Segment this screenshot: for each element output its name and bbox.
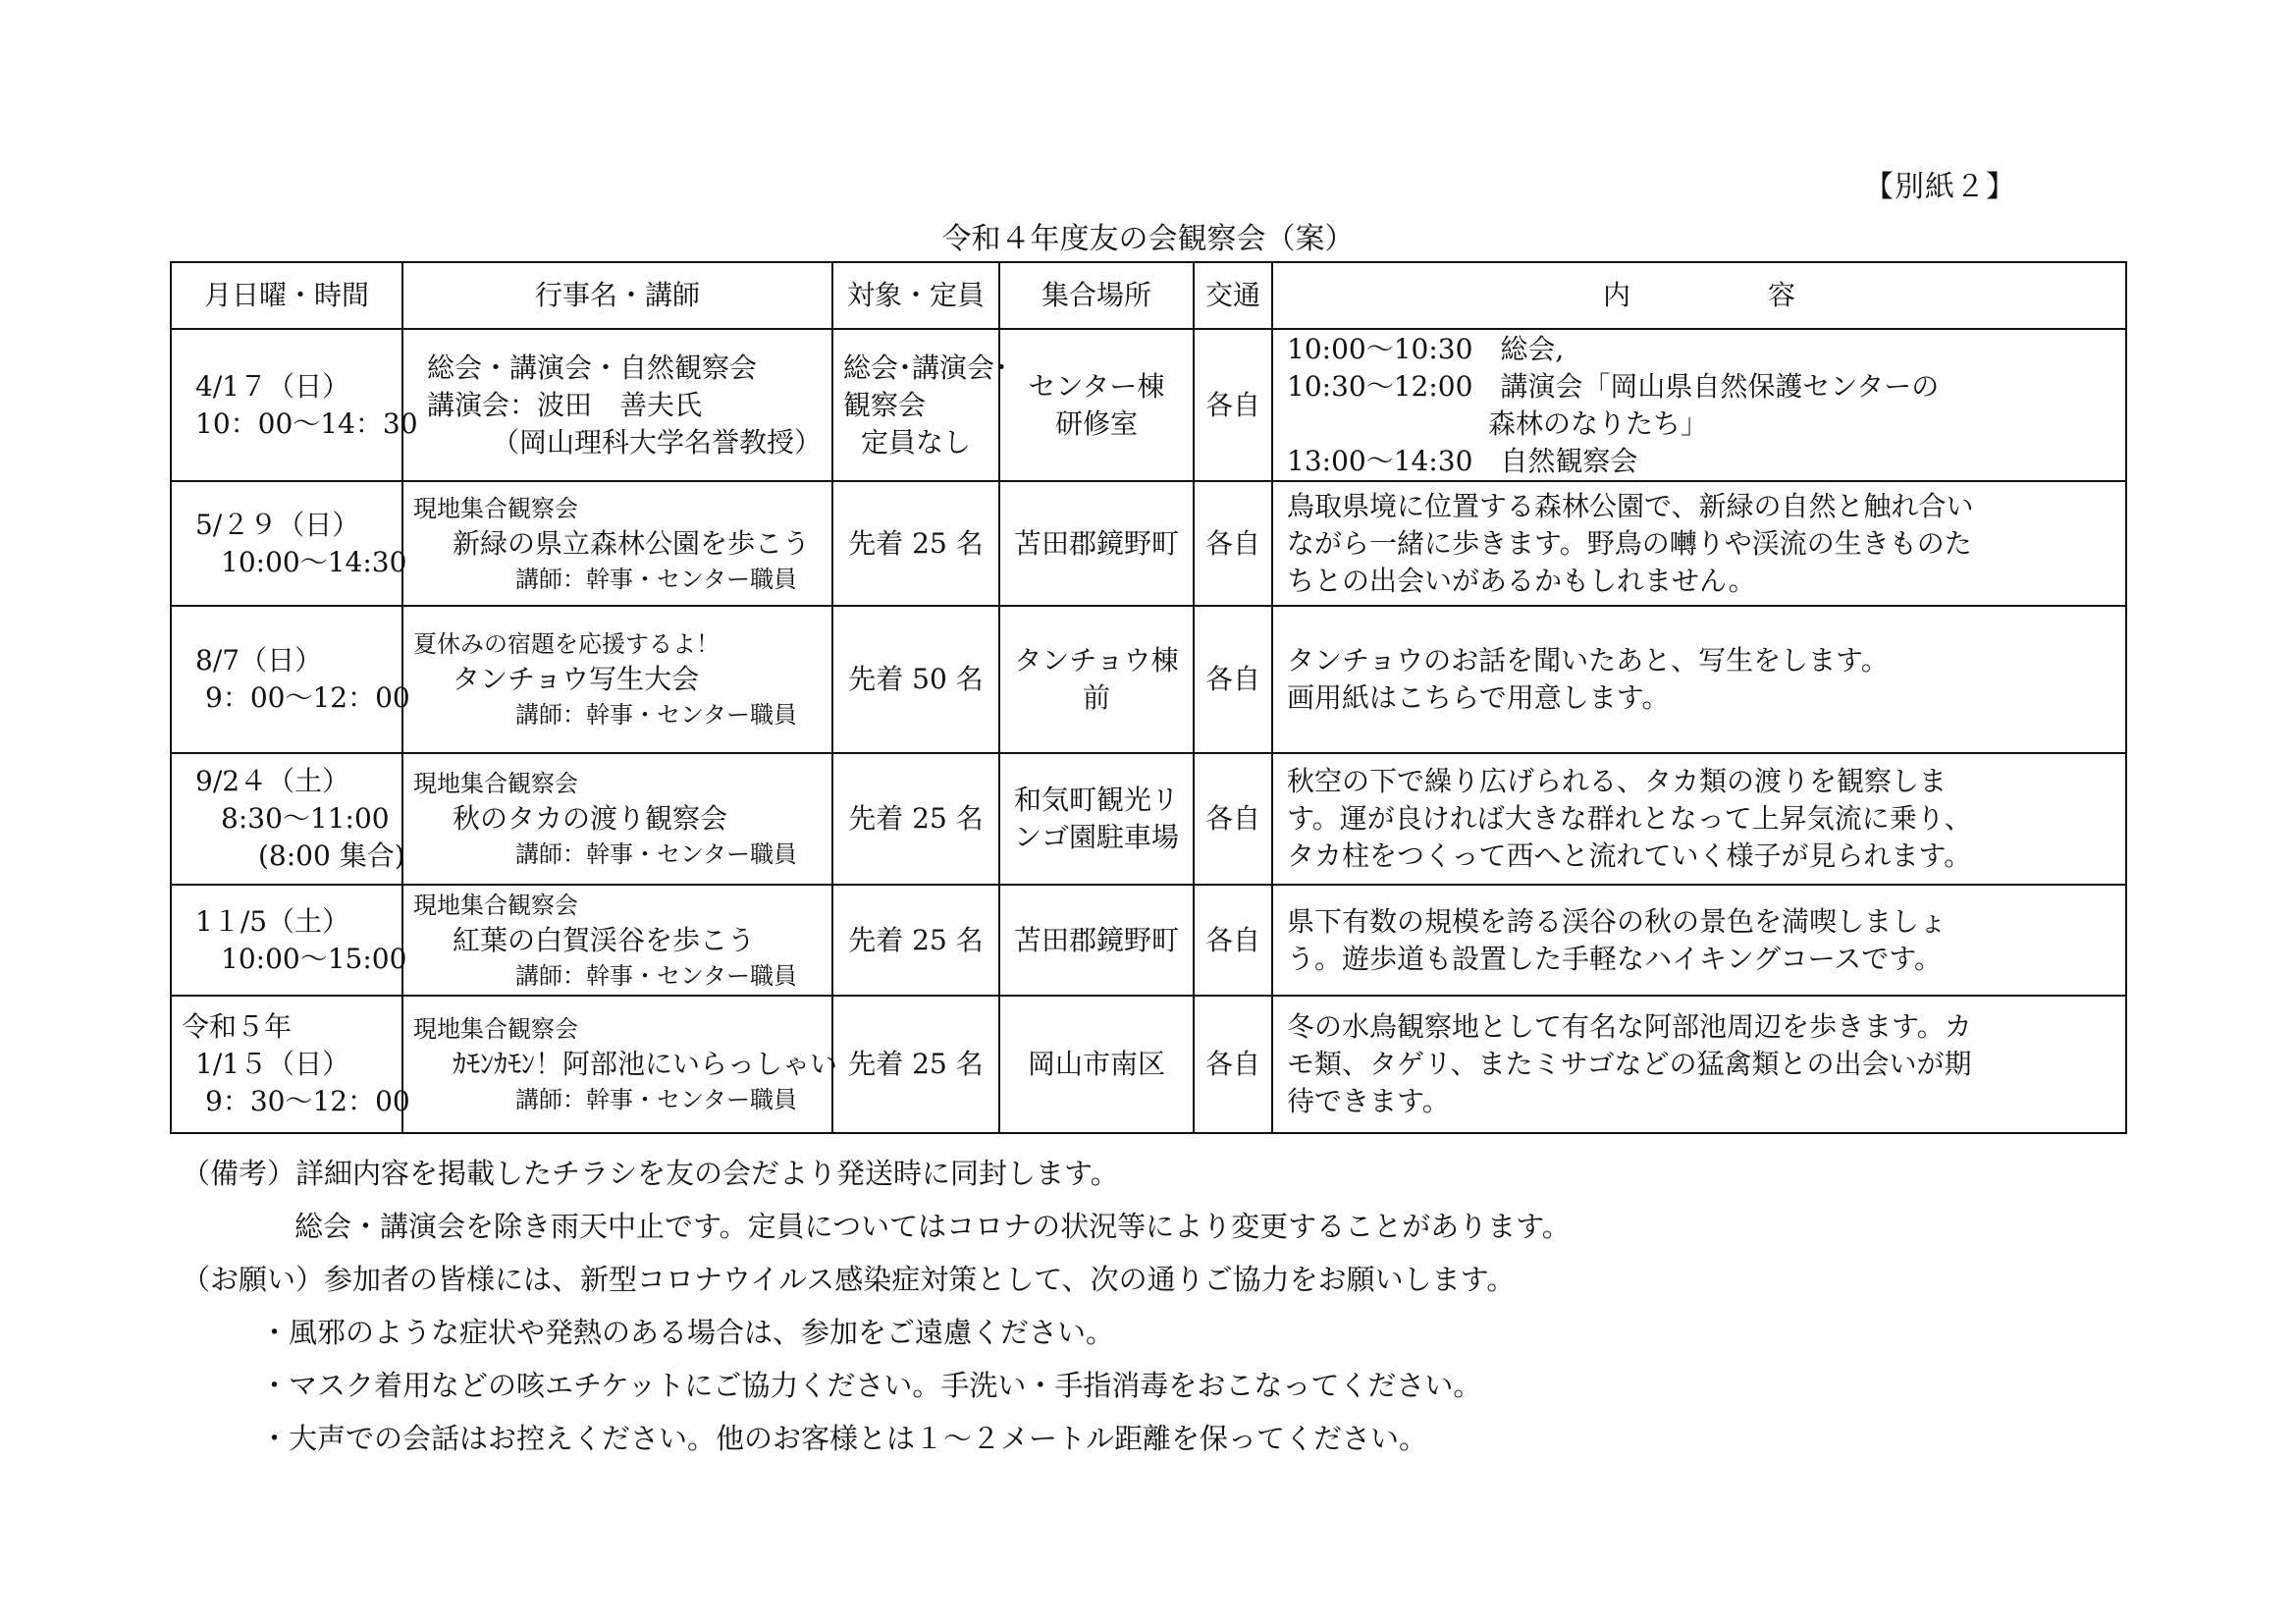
date-text: 1/1５（日） [195,1048,350,1080]
content-text: 冬の水鳥観察地として有名な阿部池周辺を歩きます。カ [1287,1010,1972,1043]
place-text: タンチョウ棟 [1014,644,1179,677]
event-text: （岡山理科大学名誉教授） [492,425,823,459]
transport-cell: 各自 [1194,329,1272,481]
target-cell: 先着 25 名 [832,996,999,1133]
event-type: 夏休みの宿題を応援するよ！ [413,630,720,658]
event-title: タンチョウ写生大会 [453,663,700,695]
content-text: モ類、タゲリ、またミサゴなどの猛禽類との出会いが期 [1287,1048,1972,1080]
event-title: 秋のタカの渡り観察会 [453,802,728,835]
time-text: 10:00～15:00 [221,942,407,975]
content-text: 画用紙はこちらで用意します。 [1287,681,1670,714]
time-text: 8:30～11:00 [221,802,390,835]
table-row [171,329,2126,481]
place-cell [999,329,1194,481]
transport-cell: 各自 [1194,996,1272,1133]
target-cell: 先着 25 名 [832,753,999,885]
annex-label: 【別紙２】 [1864,170,2016,204]
table-row [171,885,2126,996]
content-cell [1272,885,2126,996]
transport-cell: 各自 [1194,606,1272,753]
event-cell [402,329,832,481]
date-text: 1１/5（土） [195,904,350,938]
date-text: 4/1７（日） [195,369,350,403]
place-text: ンゴ園駐車場 [1013,821,1179,853]
content-text: 待できます。 [1287,1085,1450,1117]
page-title: 令和４年度友の会観察会（案） [941,222,1355,256]
date-text: 5/２９（日） [195,508,360,541]
content-text: 鳥取県境に位置する森林公園で、新緑の自然と触れ合い [1287,489,1974,522]
target-text: 定員なし [860,425,971,459]
transport-cell: 各自 [1194,885,1272,996]
target-cell: 先着 50 名 [832,606,999,753]
date-cell [171,996,410,1133]
event-cell [402,753,832,885]
event-type: 現地集合観察会 [413,1015,578,1043]
event-lecturer: 講師：幹事・センター職員 [515,961,798,990]
place-cell [999,606,1194,753]
time-text: 9：00～12：00 [205,681,410,714]
event-text: 総会・講演会・自然観察会 [427,351,758,384]
header-place: 集合場所 [999,262,1194,329]
header-event: 行事名・講師 [402,262,832,329]
date-cell [171,885,407,996]
remark-line: 総会・講演会を除き雨天中止です。定員についてはコロナの状況等により変更することがあります。 [294,1210,1571,1243]
content-cell [1272,996,2126,1133]
event-cell [402,996,838,1133]
table-row [171,481,2126,606]
time-text: 10:00～14:30 [221,545,407,578]
target-text: 総会･講演会･ [843,351,1009,384]
place-cell: 苫田郡鏡野町 [999,885,1194,996]
event-cell [402,481,832,606]
date-text: 8/7（日） [195,644,323,677]
place-cell: 苫田郡鏡野町 [999,481,1194,606]
content-text: タカ柱をつくって西へと流れていく様子が見られます。 [1287,839,1972,872]
target-cell: 先着 25 名 [832,885,999,996]
header-content: 内 容 [1272,262,2126,329]
content-text: 13:00～14:30 自然観察会 [1287,444,1638,477]
header-target: 対象・定員 [832,262,999,329]
event-lecturer: 講師：幹事・センター職員 [515,565,798,593]
event-title: 新緑の県立森林公園を歩こう [453,526,811,560]
content-text: す。運が良ければ大きな群れとなって上昇気流に乗り、 [1287,802,1972,835]
remark-line: （備考）詳細内容を掲載したチラシを友の会だより発送時に同封します。 [182,1157,1119,1190]
request-item: ・マスク着用などの咳エチケットにご協力ください。手洗い・手指消毒をおこなってください。 [260,1369,1482,1402]
notes-section [182,1147,2125,1465]
target-cell: 先着 25 名 [832,481,999,606]
content-cell [1272,753,2126,885]
place-cell: 岡山市南区 [999,996,1194,1133]
date-cell [171,481,407,606]
header-transport: 交通 [1194,262,1272,329]
date-cell [171,753,405,885]
event-type: 現地集合観察会 [413,494,578,522]
content-cell [1272,606,2126,753]
request-item: ・大声での会話はお控えください。他のお客様とは１～２メートル距離を保ってください。 [260,1422,1428,1455]
event-cell [402,606,832,753]
content-text: 森林のなりたち」 [1488,406,1709,440]
event-lecturer: 講師：幹事・センター職員 [515,1086,798,1113]
event-title: ｶﾓﾝｶﾓﾝ！阿部池にいらっしゃい [453,1048,838,1080]
place-text: センター棟 [1028,369,1165,403]
request-item: ・風邪のような症状や発熱のある場合は、参加をご遠慮ください。 [260,1316,1115,1349]
request-line: （お願い）参加者の皆様には、新型コロナウイルス感染症対策として、次の通りご協力をお願いします。 [182,1263,1516,1296]
table-header-row [171,262,2126,329]
schedule-table [170,261,2127,1134]
content-cell [1272,329,2126,481]
event-lecturer: 講師：幹事・センター職員 [515,701,798,729]
event-text: 講演会：波田 善夫氏 [427,388,703,421]
event-lecturer: 講師：幹事・センター職員 [515,840,798,868]
content-text: ちとの出会いがあるかもしれません。 [1287,564,1756,597]
content-text: う。遊歩道も設置した手軽なハイキングコースです。 [1287,942,1942,975]
content-text: タンチョウのお話を聞いたあと、写生をします。 [1287,644,1889,677]
target-text: 観察会 [843,388,927,421]
time-text: 10：00～14：30 [195,406,418,440]
time-text: 9：30～12：00 [205,1085,410,1117]
content-cell [1272,481,2126,606]
place-text: 研修室 [1054,406,1138,440]
transport-cell: 各自 [1194,481,1272,606]
place-text: 和気町観光リ [1013,784,1179,816]
transport-cell: 各自 [1194,753,1272,885]
event-cell [402,885,832,996]
place-text: 前 [1082,681,1110,714]
event-type: 現地集合観察会 [413,770,578,797]
table-row [171,606,2126,753]
target-cell [832,329,1009,481]
place-cell [999,753,1194,885]
event-type: 現地集合観察会 [413,891,578,919]
content-text: 秋空の下で繰り広げられる、タカ類の渡りを観察しま [1287,765,1948,797]
event-title: 紅葉の白賀渓谷を歩こう [453,923,756,956]
date-text: 9/2４（土） [195,765,350,797]
date-year: 令和５年 [182,1010,293,1043]
date-cell [171,606,410,753]
table-row [171,753,2126,885]
content-text: 10:30～12:00 講演会「岡山県自然保護センターの [1287,369,1940,403]
header-date: 月日曜・時間 [171,262,402,329]
date-cell [171,329,418,481]
time-note: (8:00 集合) [258,839,405,872]
content-text: 県下有数の規模を誇る渓谷の秋の景色を満喫しましょ [1287,904,1948,938]
content-text: ながら一緒に歩きます。野鳥の囀りや渓流の生きものた [1287,526,1972,560]
table-row [171,996,2126,1133]
content-text: 10:00～10:30 総会, [1287,332,1565,365]
